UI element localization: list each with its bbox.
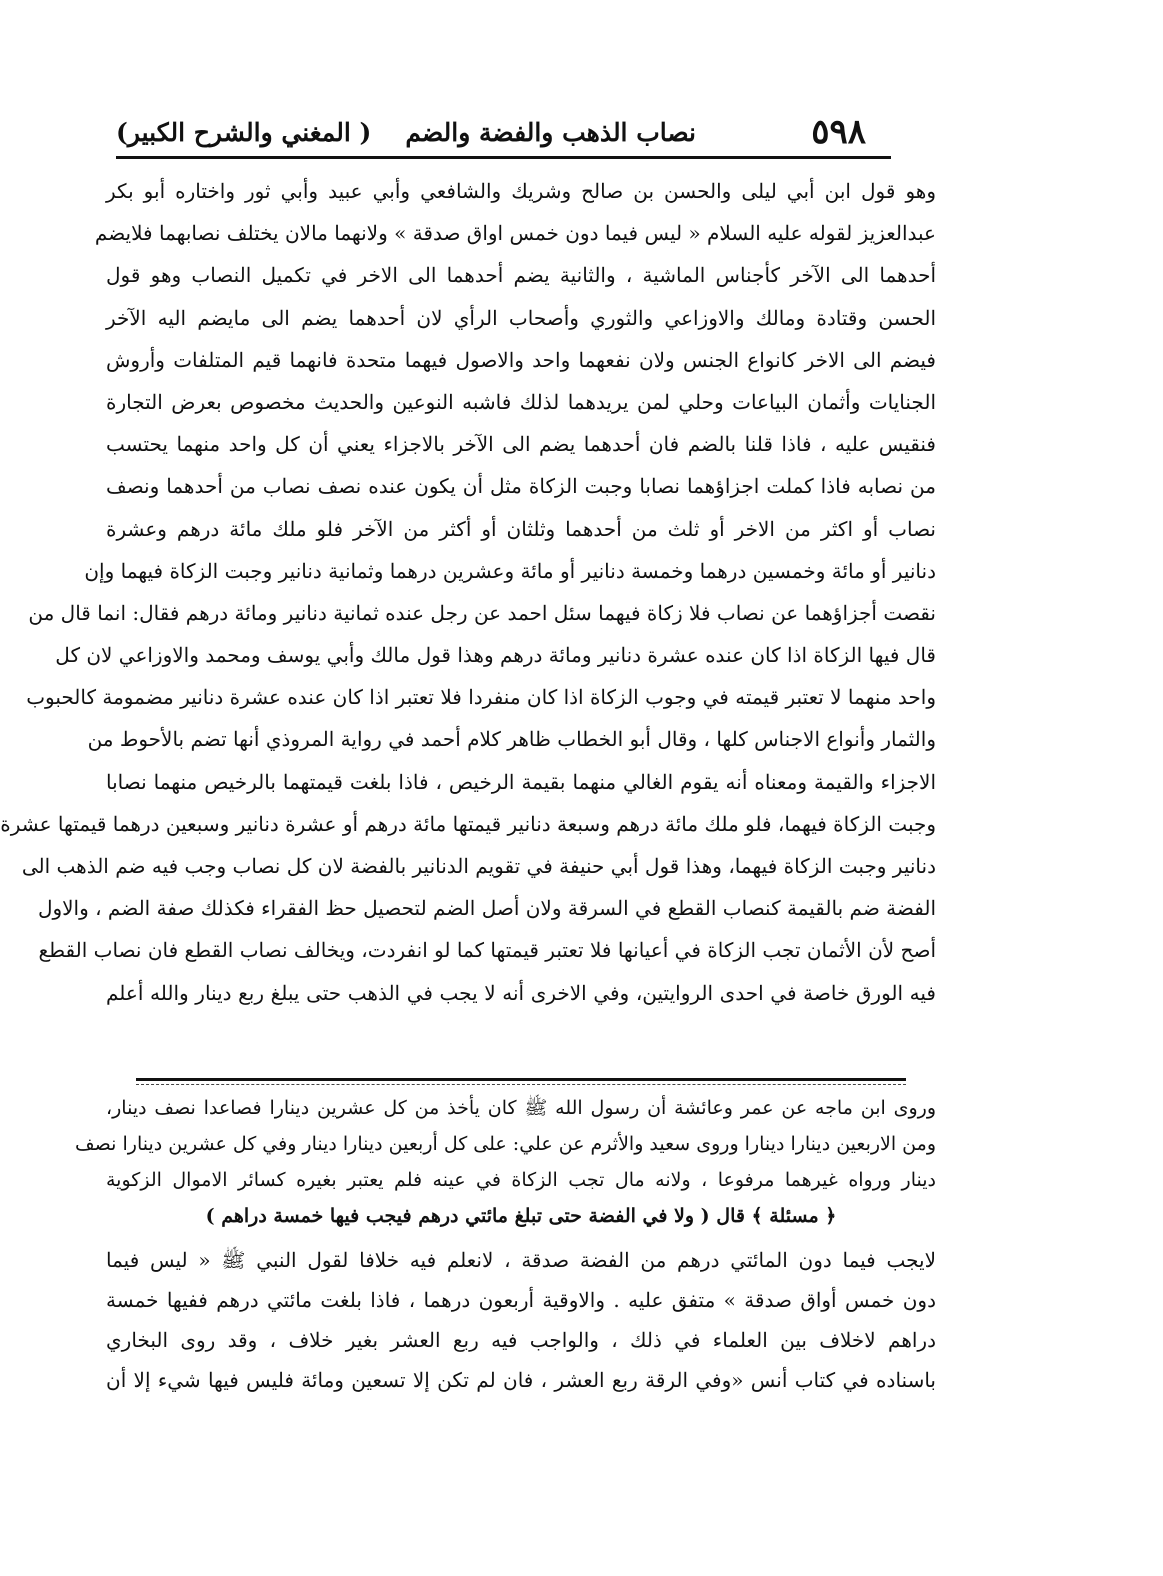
text-line: الحسن وقتادة ومالك والاوزاعي والثوري وأصحاب الرأي لان أحدهما يضم الى مايضم اليه الآخر <box>106 305 936 330</box>
chapter-title: نصاب الذهب والفضة والضم <box>405 118 696 147</box>
text-line: باسناده في كتاب أنس «وفي الرقة ربع العشر ، فان لم تكن إلا تسعين ومائة فليس فيها شيء إلا أن <box>106 1368 936 1392</box>
text-line: الفضة ضم بالقيمة كنصاب القطع في السرقة ولان أصل الضم لتحصيل حظ الفقراء فكذلك صفة الضم ، والاول <box>37 896 936 921</box>
text-line: من نصابه فاذا كملت اجزاؤهما نصابا وجبت الزكاة مثل أن يكون عنده نصف نصاب من أحدهما ونصف <box>106 474 936 499</box>
text-line: عبدالعزيز لقوله عليه السلام « ليس فيما دون خمس اواق صدقة » ولانهما مالان يختلف نصابهما فلايضم <box>94 221 936 246</box>
text-line: واحد منهما لا تعتبر قيمته في وجوب الزكاة اذا كان منفردا فلا تعتبر اذا كان عنده عشرة دنانير مضمومة كالحبوب <box>26 685 936 710</box>
section-divider <box>136 1078 906 1083</box>
text-line: دنانير أو مائة وخمسين درهما وخمسة دنانير أو مائة وعشرين درهما وثمانية دنانير وجبت الزكاة فيهما وإن <box>84 558 936 583</box>
text-line: نصاب أو اكثر من الاخر أو ثلث من أحدهما وثلثان أو أكثر من الآخر فلو ملك مائة درهم وعشرة <box>106 516 936 541</box>
main-text <box>75 1090 936 1400</box>
text-line: دون خمس أواق صدقة » متفق عليه . والاوقية أربعون درهما ، فاذا بلغت مائتي درهم ففيها خمسة <box>106 1288 936 1312</box>
text-line: دينار ورواه غيرهما مرفوعا ، ولانه مال تجب الزكاة في عينه فلم يعتبر بغيره كسائر الاموال الزكوية <box>106 1169 936 1191</box>
text-line: قال فيها الزكاة اذا كان عنده عشرة دنانير ومائة درهم وهذا قول مالك وأبي يوسف ومحمد والاوزاعي لان كل <box>55 643 936 668</box>
text-line: والثمار وأنواع الاجناس كلها ، وقال أبو الخطاب ظاهر كلام أحمد في رواية المروذي أنها تضم بالأحوط من <box>87 727 936 752</box>
text-line: فيه الورق خاصة في احدى الروايتين، وفي الاخرى أنه لا يجب في الذهب حتى يبلغ ربع دينار والله أعلم <box>106 980 936 1005</box>
text-line: نقصت أجزاؤهما عن نصاب فلا زكاة فيهما سئل احمد عن رجل عنده ثمانية دنانير ومائة درهم فقال: انما قال من <box>28 600 936 625</box>
text-line: وجبت الزكاة فيهما، فلو ملك مائة درهم وسبعة دنانير قيمتها مائة درهم أو عشرة دنانير وسبعين درهما قيمتها عشرة <box>0 811 936 836</box>
text-line: وروى ابن ماجه عن عمر وعائشة أن رسول الله ﷺ كان يأخذ من كل عشرين دينارا فصاعدا نصف دينار، <box>106 1097 936 1119</box>
page-number: ٥٩٨ <box>811 112 866 152</box>
masala-heading: ﴿ مسئلة ﴾ قال ( ولا في الفضة حتى تبلغ مائتي درهم فيجب فيها خمسة دراهم ) <box>205 1205 837 1227</box>
text-line: دنانير وجبت الزكاة فيهما، وهذا قول أبي حنيفة في تقويم الدنانير بالفضة لان كل نصاب وجب فيه ضم الذهب الى <box>21 854 936 878</box>
commentary-text <box>0 170 936 1014</box>
text-line: الجنايات وأثمان البياعات وحلي لمن يريدهما لذلك فاشبه النوعين والحديث مخصوص بعرض التجارة <box>106 389 936 414</box>
divider-thin-line <box>136 1084 906 1085</box>
text-line: أصح لأن الأثمان تجب الزكاة في أعيانها فلا تعتبر قيمتها كما لو انفردت، ويخالف نصاب القطع فان نصاب القطع <box>38 938 936 963</box>
text-line: الاجزاء والقيمة ومعناه أنه يقوم الغالي منهما بقيمة الرخيص ، فاذا بلغت قيمتهما بالرخيص منهما نصابا <box>106 769 936 794</box>
text-line: ومن الاربعين دينارا دينارا وروى سعيد والأثرم عن علي: على كل أربعين دينارا دينار وفي كل عشرين دينارا نصف <box>75 1133 936 1155</box>
text-line: لايجب فيما دون المائتي درهم من الفضة صدقة ، لانعلم فيه خلافا لقول النبي ﷺ « ليس فيما <box>106 1248 936 1272</box>
divider-thick-line <box>136 1078 906 1081</box>
text-line: دراهم لاخلاف بين العلماء في ذلك ، والواجب فيه ربع العشر بغير خلاف ، وقد روى البخاري <box>106 1328 936 1352</box>
header-rule <box>116 156 891 159</box>
text-line: أحدهما الى الآخر كأجناس الماشية ، والثانية يضم أحدهما الى الاخر في تكميل النصاب وهو قول <box>106 263 936 288</box>
text-line: وهو قول ابن أبي ليلى والحسن بن صالح وشريك والشافعي وأبي عبيد وأبي ثور واختاره أبو بكر <box>106 179 936 203</box>
text-line: فيضم الى الاخر كانواع الجنس ولان نفعهما واحد والاصول فيهما متحدة فانهما قيم المتلفات وأروش <box>106 347 936 372</box>
running-header <box>116 112 896 156</box>
book-title: ( المغني والشرح الكبير) <box>116 118 372 147</box>
text-line: فنقيس عليه ، فاذا قلنا بالضم فان أحدهما يضم الى الآخر بالاجزاء يعني أن كل واحد منهما يحتسب <box>106 432 936 457</box>
